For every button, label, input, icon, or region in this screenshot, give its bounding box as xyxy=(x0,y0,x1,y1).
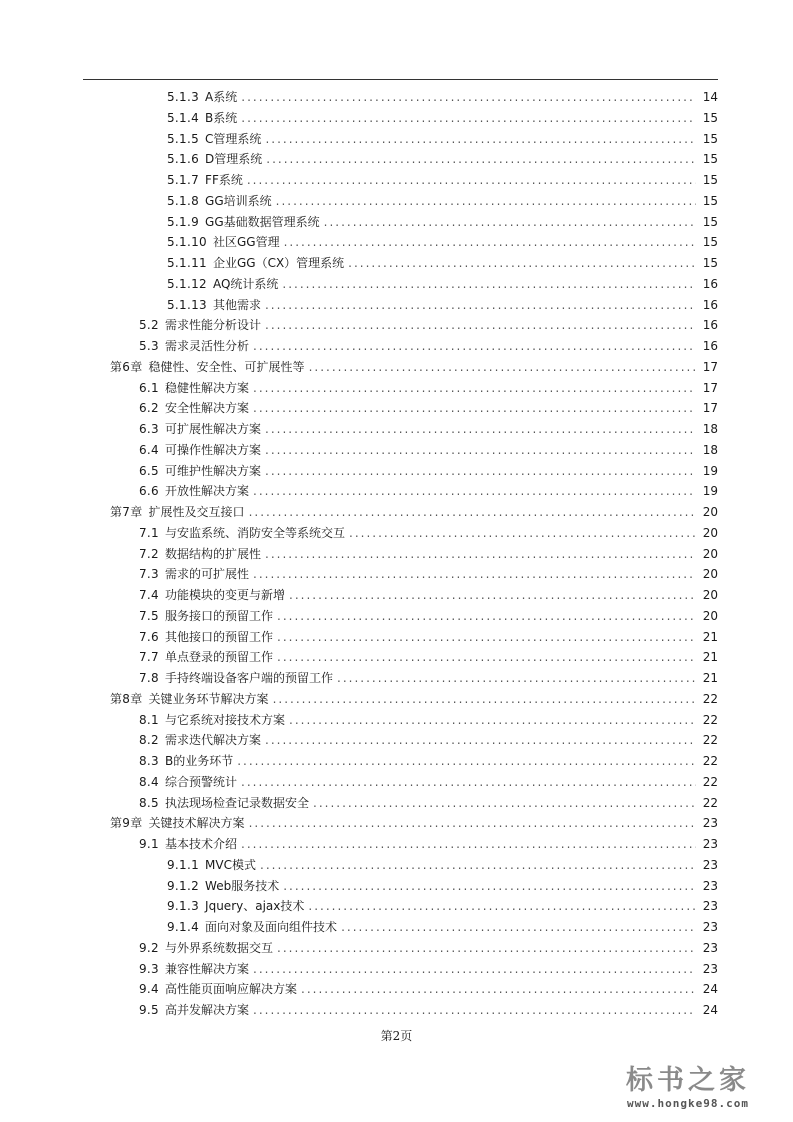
toc-entry-title: 可扩展性解决方案 xyxy=(164,422,261,436)
toc-entry-page: 15 xyxy=(702,110,718,125)
toc-entry-number: 9.4 xyxy=(139,982,159,997)
toc-dot-leader xyxy=(237,751,696,772)
toc-entry-page: 22 xyxy=(702,712,718,727)
toc-entry-title: 综合预警统计 xyxy=(164,774,237,789)
toc-entry-title: 服务接口的预留工作 xyxy=(164,608,273,623)
toc-entry[interactable] xyxy=(0,834,793,855)
toc-dot-leader xyxy=(253,336,696,357)
toc-entry-title: 基本技术介绍 xyxy=(164,837,237,851)
toc-entry-title: 企业GG（CX）管理系统 xyxy=(212,256,345,270)
toc-dot-leader xyxy=(282,274,696,295)
toc-entry-page: 24 xyxy=(702,982,718,997)
toc-entry[interactable] xyxy=(0,523,793,544)
toc-entry-page: 20 xyxy=(702,567,718,582)
toc-entry-number: 9.1.2 xyxy=(167,878,200,893)
toc-entry-number: 7.8 xyxy=(139,671,159,685)
toc-entry-number: 5.1.12 xyxy=(167,276,207,291)
toc-dot-leader xyxy=(253,1000,696,1021)
toc-entry-page: 16 xyxy=(702,276,718,291)
toc-entry[interactable] xyxy=(0,129,793,150)
toc-entry-number: 5.1.4 xyxy=(167,110,200,125)
toc-dot-leader xyxy=(308,896,696,917)
toc-dot-leader xyxy=(265,419,696,440)
toc-entry-page: 15 xyxy=(702,131,718,146)
toc-entry-page: 23 xyxy=(702,961,718,976)
toc-dot-leader xyxy=(324,212,696,233)
toc-entry-page: 18 xyxy=(702,442,718,457)
toc-dot-leader xyxy=(249,502,696,523)
toc-entry-number: 7.5 xyxy=(139,608,159,623)
toc-entry-page: 15 xyxy=(702,173,718,187)
toc-entry-number: 7.1 xyxy=(139,525,159,540)
toc-entry-title: 关键技术解决方案 xyxy=(148,816,245,831)
toc-entry-page: 23 xyxy=(702,940,718,955)
toc-entry[interactable] xyxy=(0,917,793,938)
toc-entry-number: 6.3 xyxy=(139,422,159,436)
toc-dot-leader xyxy=(337,668,696,689)
toc-entry-page: 23 xyxy=(702,920,718,934)
toc-entry-number: 6.2 xyxy=(139,401,159,416)
toc-dot-leader xyxy=(276,191,696,212)
page-number-footer: 第2页 xyxy=(380,1029,413,1043)
toc-entry[interactable] xyxy=(0,647,793,668)
toc-entry[interactable] xyxy=(0,813,793,834)
toc-entry-page: 15 xyxy=(702,235,718,250)
toc-entry[interactable] xyxy=(0,440,793,461)
toc-dot-leader xyxy=(253,398,696,419)
toc-dot-leader xyxy=(301,979,696,1000)
toc-entry-page: 23 xyxy=(702,878,718,893)
toc-entry-title: 需求灵活性分析 xyxy=(164,339,249,353)
toc-entry-title: 扩展性及交互接口 xyxy=(148,505,245,519)
toc-entry-number: 6.4 xyxy=(139,442,159,457)
toc-entry[interactable] xyxy=(0,212,793,233)
toc-dot-leader xyxy=(265,730,696,751)
toc-entry-page: 23 xyxy=(702,899,718,914)
toc-entry-number: 6.1 xyxy=(139,380,159,395)
toc-dot-leader xyxy=(313,793,696,814)
toc-dot-leader xyxy=(266,149,696,170)
toc-entry-title: 面向对象及面向组件技术 xyxy=(205,920,338,934)
toc-entry[interactable] xyxy=(0,357,793,378)
toc-entry[interactable] xyxy=(0,1000,793,1021)
toc-dot-leader xyxy=(283,876,696,897)
toc-dot-leader xyxy=(241,108,696,129)
toc-dot-leader xyxy=(349,523,696,544)
toc-dot-leader xyxy=(265,295,696,316)
toc-entry-number: 5.1.7 xyxy=(167,173,200,187)
table-of-contents xyxy=(0,87,793,1021)
toc-entry-page: 21 xyxy=(702,671,718,685)
toc-dot-leader xyxy=(277,647,696,668)
toc-entry-number: 5.1.9 xyxy=(167,214,200,229)
toc-dot-leader xyxy=(265,461,696,482)
toc-entry-page: 15 xyxy=(702,193,718,208)
toc-entry-number: 7.6 xyxy=(139,629,159,644)
toc-entry-title: 可操作性解决方案 xyxy=(164,442,261,457)
toc-entry-title: 单点登录的预留工作 xyxy=(164,650,273,665)
toc-entry-title: 手持终端设备客户端的预留工作 xyxy=(164,671,333,685)
toc-dot-leader xyxy=(348,253,696,274)
toc-dot-leader xyxy=(247,170,696,191)
toc-entry-title: B系统 xyxy=(205,110,238,125)
toc-entry-number: 第8章 xyxy=(110,691,143,706)
toc-entry[interactable] xyxy=(0,232,793,253)
toc-entry[interactable] xyxy=(0,730,793,751)
toc-entry-number: 5.1.11 xyxy=(167,256,207,270)
toc-entry-page: 21 xyxy=(702,629,718,644)
toc-entry-page: 22 xyxy=(702,774,718,789)
toc-entry-title: AQ统计系统 xyxy=(212,276,279,291)
watermark-title: 标书之家 xyxy=(626,1065,750,1096)
toc-entry-title: Web服务技术 xyxy=(205,878,280,893)
toc-entry-title: 高性能页面响应解决方案 xyxy=(164,982,297,997)
toc-entry[interactable] xyxy=(0,295,793,316)
toc-entry-number: 7.3 xyxy=(139,567,159,582)
toc-dot-leader xyxy=(249,813,696,834)
toc-entry-number: 9.1 xyxy=(139,837,159,851)
toc-entry-title: Jquery、ajax技术 xyxy=(205,899,305,914)
toc-entry[interactable] xyxy=(0,108,793,129)
toc-entry-title: 兼容性解决方案 xyxy=(164,961,249,976)
toc-entry[interactable] xyxy=(0,419,793,440)
toc-entry-page: 18 xyxy=(702,422,718,436)
toc-entry[interactable] xyxy=(0,585,793,606)
toc-entry-title: 安全性解决方案 xyxy=(164,401,249,416)
toc-entry-page: 23 xyxy=(702,837,718,851)
toc-dot-leader xyxy=(289,585,696,606)
toc-dot-leader xyxy=(260,855,696,876)
toc-entry-page: 15 xyxy=(702,152,718,167)
toc-entry-number: 9.1.1 xyxy=(167,857,200,872)
toc-entry[interactable] xyxy=(0,938,793,959)
toc-dot-leader xyxy=(277,606,696,627)
toc-entry-title: B的业务环节 xyxy=(164,754,234,768)
toc-entry-number: 9.2 xyxy=(139,940,159,955)
toc-dot-leader xyxy=(253,959,696,980)
toc-entry-page: 14 xyxy=(702,90,718,104)
toc-dot-leader xyxy=(341,917,696,938)
toc-entry[interactable] xyxy=(0,544,793,565)
toc-entry-title: 社区GG管理 xyxy=(212,235,280,250)
toc-entry-title: 执法现场检查记录数据安全 xyxy=(164,795,309,810)
toc-entry-page: 23 xyxy=(702,857,718,872)
toc-entry-number: 9.1.4 xyxy=(167,920,200,934)
toc-entry-number: 5.2 xyxy=(139,318,159,333)
toc-entry-title: 与它系统对接技术方案 xyxy=(164,712,285,727)
toc-entry-title: 其他接口的预留工作 xyxy=(164,629,273,644)
toc-dot-leader xyxy=(253,378,696,399)
toc-dot-leader xyxy=(265,544,696,565)
toc-entry[interactable] xyxy=(0,896,793,917)
toc-dot-leader xyxy=(277,938,696,959)
toc-entry-page: 19 xyxy=(702,463,718,478)
toc-entry[interactable] xyxy=(0,979,793,1000)
toc-entry-number: 7.4 xyxy=(139,588,159,602)
toc-entry-number: 第6章 xyxy=(110,359,143,374)
toc-entry[interactable] xyxy=(0,710,793,731)
toc-entry-title: 功能模块的变更与新增 xyxy=(164,588,285,602)
toc-entry-page: 16 xyxy=(702,297,718,312)
toc-dot-leader xyxy=(253,481,696,502)
toc-entry-page: 24 xyxy=(702,1003,718,1017)
toc-entry[interactable] xyxy=(0,274,793,295)
toc-entry[interactable] xyxy=(0,606,793,627)
toc-entry[interactable] xyxy=(0,876,793,897)
toc-entry-number: 8.5 xyxy=(139,795,159,810)
toc-entry-number: 5.1.3 xyxy=(167,90,200,104)
toc-entry[interactable] xyxy=(0,793,793,814)
toc-entry[interactable] xyxy=(0,191,793,212)
toc-entry-page: 23 xyxy=(702,816,718,831)
watermark-url: www.hongke98.com xyxy=(627,1097,749,1110)
toc-entry-page: 22 xyxy=(702,795,718,810)
toc-entry-title: 稳健性解决方案 xyxy=(164,380,249,395)
toc-entry-page: 15 xyxy=(702,214,718,229)
toc-entry-title: 开放性解决方案 xyxy=(164,484,249,499)
toc-entry-page: 15 xyxy=(702,256,718,270)
toc-entry-title: 与安监系统、消防安全等系统交互 xyxy=(164,525,345,540)
toc-entry-title: FF系统 xyxy=(205,173,243,187)
toc-entry-title: GG培训系统 xyxy=(205,193,272,208)
toc-entry-title: 与外界系统数据交互 xyxy=(164,940,273,955)
toc-entry-title: 需求的可扩展性 xyxy=(164,567,249,582)
toc-entry-number: 7.7 xyxy=(139,650,159,665)
watermark-logo xyxy=(603,1066,773,1112)
toc-entry-title: 可维护性解决方案 xyxy=(164,463,261,478)
toc-dot-leader xyxy=(265,315,696,336)
toc-entry-page: 20 xyxy=(702,608,718,623)
toc-dot-leader xyxy=(265,129,696,150)
toc-dot-leader xyxy=(253,564,696,585)
toc-entry-number: 9.5 xyxy=(139,1003,159,1017)
toc-entry-title: A系统 xyxy=(205,90,238,104)
toc-dot-leader xyxy=(265,440,696,461)
toc-entry-number: 5.1.5 xyxy=(167,131,200,146)
toc-entry-page: 20 xyxy=(702,546,718,561)
toc-entry-number: 5.1.8 xyxy=(167,193,200,208)
toc-entry[interactable] xyxy=(0,170,793,191)
toc-entry-number: 6.5 xyxy=(139,463,159,478)
toc-entry-number: 8.2 xyxy=(139,733,159,748)
toc-entry-number: 8.3 xyxy=(139,754,159,768)
toc-entry[interactable] xyxy=(0,627,793,648)
toc-entry[interactable] xyxy=(0,87,793,108)
toc-entry-page: 20 xyxy=(702,505,718,519)
toc-entry-title: MVC模式 xyxy=(205,857,256,872)
toc-entry-number: 5.1.10 xyxy=(167,235,207,250)
toc-entry-title: 高并发解决方案 xyxy=(164,1003,249,1017)
toc-dot-leader xyxy=(289,710,696,731)
toc-entry-page: 16 xyxy=(702,339,718,353)
toc-entry[interactable] xyxy=(0,689,793,710)
toc-dot-leader xyxy=(241,834,696,855)
toc-dot-leader xyxy=(284,232,696,253)
toc-entry[interactable] xyxy=(0,772,793,793)
header-rule xyxy=(83,79,718,80)
toc-entry-page: 22 xyxy=(702,691,718,706)
toc-entry[interactable] xyxy=(0,378,793,399)
toc-entry-title: D管理系统 xyxy=(205,152,263,167)
toc-entry-title: 其他需求 xyxy=(212,297,261,312)
toc-entry-number: 8.1 xyxy=(139,712,159,727)
toc-entry[interactable] xyxy=(0,564,793,585)
toc-entry-number: 第9章 xyxy=(110,816,143,831)
toc-entry-page: 17 xyxy=(702,401,718,416)
toc-entry[interactable] xyxy=(0,502,793,523)
toc-entry-page: 21 xyxy=(702,650,718,665)
toc-entry-page: 20 xyxy=(702,588,718,602)
toc-entry-page: 16 xyxy=(702,318,718,333)
toc-entry[interactable] xyxy=(0,668,793,689)
toc-entry-page: 22 xyxy=(702,754,718,768)
toc-entry[interactable] xyxy=(0,959,793,980)
toc-entry[interactable] xyxy=(0,253,793,274)
toc-entry-number: 8.4 xyxy=(139,774,159,789)
toc-entry-title: 数据结构的扩展性 xyxy=(164,546,261,561)
toc-entry[interactable] xyxy=(0,315,793,336)
toc-entry[interactable] xyxy=(0,149,793,170)
toc-entry-number: 7.2 xyxy=(139,546,159,561)
toc-entry-title: 稳健性、安全性、可扩展性等 xyxy=(148,359,305,374)
toc-entry-page: 17 xyxy=(702,359,718,374)
toc-dot-leader xyxy=(273,689,696,710)
toc-entry-number: 9.3 xyxy=(139,961,159,976)
toc-entry-title: C管理系统 xyxy=(205,131,262,146)
toc-entry[interactable] xyxy=(0,751,793,772)
toc-dot-leader xyxy=(241,87,696,108)
toc-entry-number: 5.1.13 xyxy=(167,297,207,312)
toc-entry-number: 第7章 xyxy=(110,505,143,519)
toc-entry-title: 需求性能分析设计 xyxy=(164,318,261,333)
toc-entry-number: 5.3 xyxy=(139,339,159,353)
toc-entry-page: 19 xyxy=(702,484,718,499)
toc-entry-title: 需求迭代解决方案 xyxy=(164,733,261,748)
toc-entry[interactable] xyxy=(0,481,793,502)
toc-dot-leader xyxy=(277,627,696,648)
toc-entry-number: 6.6 xyxy=(139,484,159,499)
toc-dot-leader xyxy=(241,772,696,793)
toc-entry[interactable] xyxy=(0,855,793,876)
toc-entry-title: 关键业务环节解决方案 xyxy=(148,691,269,706)
toc-entry-number: 5.1.6 xyxy=(167,152,200,167)
toc-dot-leader xyxy=(309,357,696,378)
toc-entry[interactable] xyxy=(0,336,793,357)
toc-entry[interactable] xyxy=(0,398,793,419)
toc-entry-page: 22 xyxy=(702,733,718,748)
toc-entry-number: 9.1.3 xyxy=(167,899,200,914)
toc-entry-page: 17 xyxy=(702,380,718,395)
toc-entry-title: GG基础数据管理系统 xyxy=(205,214,320,229)
toc-entry-page: 20 xyxy=(702,525,718,540)
toc-entry[interactable] xyxy=(0,461,793,482)
